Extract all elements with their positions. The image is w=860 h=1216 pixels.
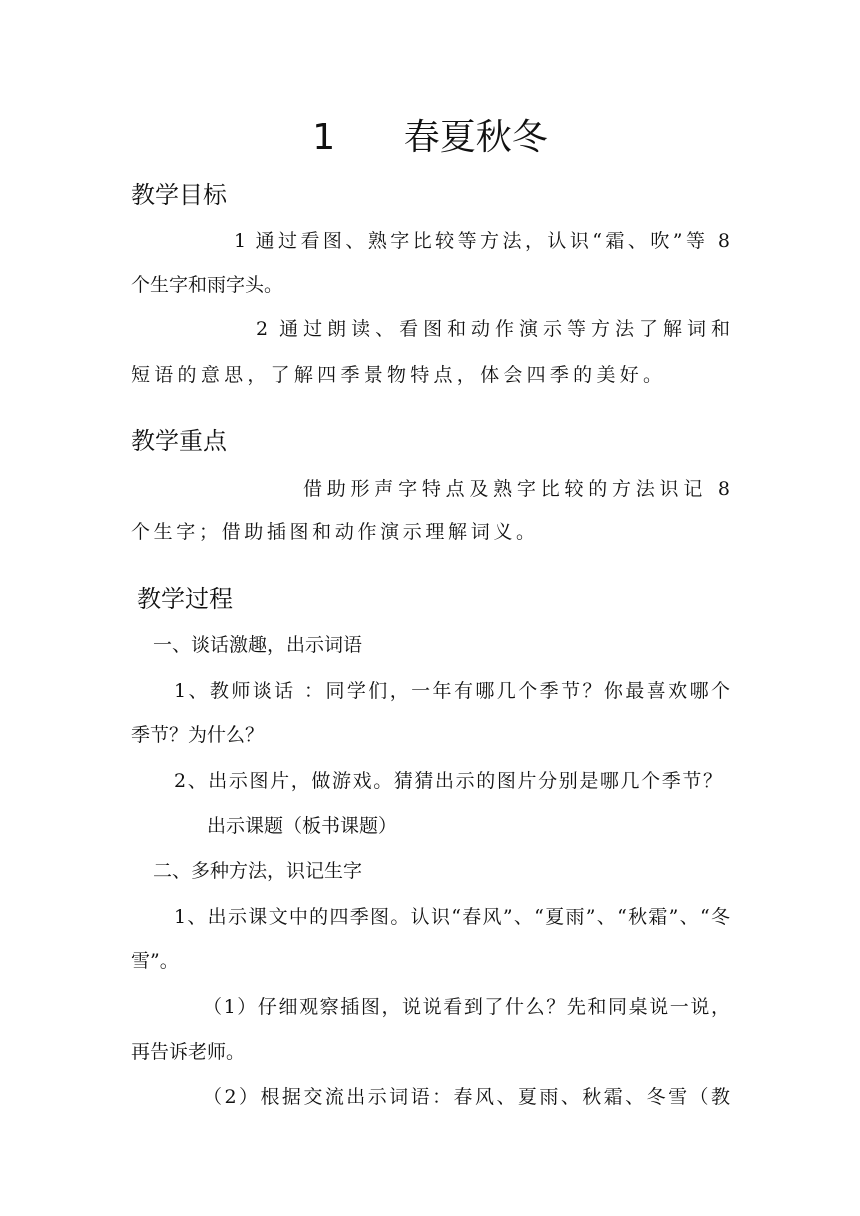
process-item-2-sub: 出示课题（板书课题）	[207, 815, 398, 837]
process-part-2: 二、多种方法，识记生字	[153, 860, 363, 882]
process-item-2: 2、出示图片，做游戏。猜猜出示的图片分别是哪几个季节？	[174, 770, 722, 792]
heading-teaching-goals: 教学目标	[131, 181, 227, 209]
process-sub-1-line-2: 再告诉老师。	[131, 1041, 246, 1063]
process-part-1: 一、谈话激趣，出示词语	[153, 634, 363, 656]
process-item-3-line-2: 雪”。	[131, 950, 179, 972]
heading-teaching-process: 教学过程	[137, 585, 233, 613]
process-item-1-line-1: 1、教师谈话 ：同学们，一年有哪几个季节？你最喜欢哪个	[174, 680, 730, 702]
goal-2-line-1: 2 通过朗读、看图和动作演示等方法了解词和	[256, 318, 730, 340]
process-sub-1-line-1: （1）仔细观察插图，说说看到了什么？先和同桌说一说，	[203, 996, 730, 1018]
process-item-1-line-2: 季节？为什么？	[131, 724, 265, 746]
document-title: 1 春夏秋冬	[312, 117, 548, 158]
goal-1-line-2: 个生字和雨字头。	[131, 274, 284, 296]
heading-key-points: 教学重点	[131, 427, 227, 455]
goal-1-line-1: 1 通过看图、熟字比较等方法，认识“霜、吹”等 8	[234, 230, 730, 252]
key-point-line-2: 个生字；借助插图和动作演示理解词义。	[131, 521, 535, 543]
process-item-3-line-1: 1、出示课文中的四季图。认识“春风”、“夏雨”、“秋霜”、“冬	[174, 906, 730, 928]
process-sub-2-line-1: （2）根据交流出示词语：春风、夏雨、秋霜、冬雪（教	[203, 1086, 730, 1108]
goal-2-line-2: 短语的意思，了解四季景物特点，体会四季的美好。	[131, 364, 662, 386]
key-point-line-1: 借助形声字特点及熟字比较的方法识记 8	[303, 478, 730, 500]
